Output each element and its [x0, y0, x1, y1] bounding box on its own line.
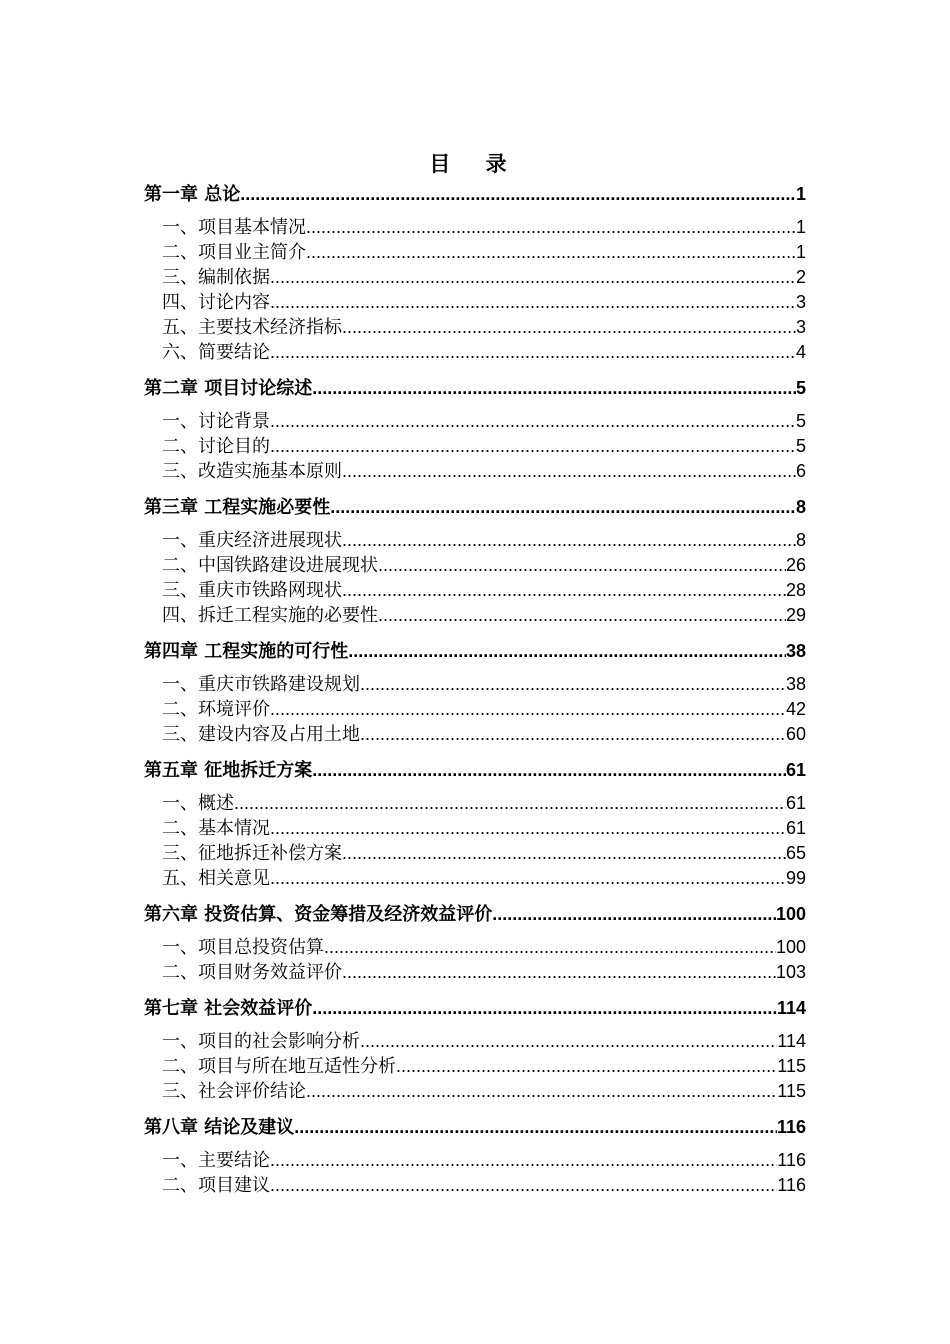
dot-leader [378, 553, 786, 578]
section-page-number: 65 [785, 843, 806, 863]
toc-section-entry[interactable] [144, 459, 806, 484]
dot-leader [270, 1173, 777, 1198]
dot-leader [342, 528, 796, 553]
section-page-number: 29 [785, 605, 806, 625]
dot-leader [240, 181, 796, 206]
section-page-number: 8 [795, 530, 806, 550]
toc-section-entry[interactable] [144, 1054, 806, 1079]
dot-leader [360, 722, 786, 747]
dot-leader [312, 757, 786, 782]
table-of-contents [144, 181, 806, 1208]
section-page-number: 100 [775, 937, 806, 957]
toc-section-entry[interactable] [144, 1148, 806, 1173]
toc-chapter-entry[interactable] [144, 375, 806, 409]
section-group [144, 215, 806, 365]
dot-leader [312, 375, 796, 400]
section-label: 四、讨论内容 [162, 292, 270, 313]
dot-leader [492, 901, 776, 926]
toc-chapter-entry[interactable] [144, 1114, 806, 1148]
chapter-page-number: 38 [785, 641, 806, 661]
toc-section-entry[interactable] [144, 960, 806, 985]
dot-leader [270, 265, 796, 290]
section-label: 二、基本情况 [162, 818, 270, 839]
toc-section-entry[interactable] [144, 672, 806, 697]
section-label: 一、重庆经济进展现状 [162, 530, 342, 551]
dot-leader [378, 603, 786, 628]
section-page-number: 42 [785, 699, 806, 719]
dot-leader [270, 340, 796, 365]
section-label: 一、重庆市铁路建设规划 [162, 674, 360, 695]
section-page-number: 99 [785, 868, 806, 888]
chapter-label: 第一章 总论 [144, 184, 241, 205]
section-label: 五、主要技术经济指标 [162, 317, 342, 338]
dot-leader [312, 995, 777, 1020]
dot-leader [306, 240, 796, 265]
toc-section-entry[interactable] [144, 1079, 806, 1104]
section-label: 六、简要结论 [162, 342, 270, 363]
dot-leader [270, 866, 786, 891]
dot-leader [270, 409, 796, 434]
section-group [144, 791, 806, 891]
toc-chapter-entry[interactable] [144, 995, 806, 1029]
chapter-label: 第三章 工程实施必要性 [144, 497, 331, 518]
section-page-number: 38 [785, 674, 806, 694]
toc-section-entry[interactable] [144, 265, 806, 290]
chapter-label: 第四章 工程实施的可行性 [144, 641, 349, 662]
section-label: 四、拆迁工程实施的必要性 [162, 605, 378, 626]
dot-leader [396, 1054, 777, 1079]
section-label: 一、讨论背景 [162, 411, 270, 432]
section-label: 一、项目的社会影响分析 [162, 1031, 360, 1052]
toc-section-entry[interactable] [144, 409, 806, 434]
dot-leader [270, 290, 796, 315]
section-group [144, 1029, 806, 1104]
section-group [144, 935, 806, 985]
toc-chapter-entry[interactable] [144, 638, 806, 672]
section-page-number: 115 [777, 1081, 806, 1101]
chapter-label: 第六章 投资估算、资金筹措及经济效益评价 [144, 904, 493, 925]
toc-chapter-entry[interactable] [144, 757, 806, 791]
section-page-number: 28 [785, 580, 806, 600]
toc-section-entry[interactable] [144, 1173, 806, 1198]
dot-leader [360, 1029, 777, 1054]
section-page-number: 61 [785, 793, 806, 813]
chapter-label: 第八章 结论及建议 [144, 1117, 295, 1138]
section-page-number: 114 [777, 1031, 806, 1051]
section-label: 三、改造实施基本原则 [162, 461, 342, 482]
dot-leader [294, 1114, 777, 1139]
section-page-number: 61 [785, 818, 806, 838]
toc-section-entry[interactable] [144, 578, 806, 603]
toc-section-entry[interactable] [144, 866, 806, 891]
toc-section-entry[interactable] [144, 434, 806, 459]
dot-leader [342, 960, 776, 985]
section-page-number: 3 [795, 292, 806, 312]
dot-leader [342, 459, 796, 484]
toc-chapter-entry[interactable] [144, 494, 806, 528]
section-label: 一、项目总投资估算 [162, 937, 324, 958]
section-group [144, 1148, 806, 1198]
toc-chapter-entry[interactable] [144, 901, 806, 935]
section-label: 三、征地拆迁补偿方案 [162, 843, 342, 864]
section-page-number: 116 [777, 1150, 806, 1170]
chapter-label: 第二章 项目讨论综述 [144, 378, 313, 399]
chapter-page-number: 61 [785, 760, 806, 780]
toc-section-entry[interactable] [144, 816, 806, 841]
section-label: 一、主要结论 [162, 1150, 270, 1171]
section-page-number: 1 [795, 217, 806, 237]
section-page-number: 3 [795, 317, 806, 337]
dot-leader [330, 494, 796, 519]
toc-title: 目 录 [429, 151, 521, 176]
section-page-number: 6 [795, 461, 806, 481]
section-group [144, 409, 806, 484]
section-page-number: 5 [795, 436, 806, 456]
section-label: 三、编制依据 [162, 267, 270, 288]
section-page-number: 5 [795, 411, 806, 431]
dot-leader [270, 816, 786, 841]
toc-section-entry[interactable] [144, 240, 806, 265]
toc-section-entry[interactable] [144, 935, 806, 960]
section-group [144, 528, 806, 628]
section-label: 二、项目与所在地互适性分析 [162, 1056, 396, 1077]
section-page-number: 115 [777, 1056, 806, 1076]
section-page-number: 103 [775, 962, 806, 982]
section-page-number: 116 [777, 1175, 806, 1195]
toc-section-entry[interactable] [144, 791, 806, 816]
toc-section-entry[interactable] [144, 553, 806, 578]
section-page-number: 1 [795, 242, 806, 262]
dot-leader [342, 315, 796, 340]
section-label: 二、项目财务效益评价 [162, 962, 342, 983]
dot-leader [360, 672, 786, 697]
section-label: 二、项目业主简介 [162, 242, 306, 263]
section-label: 三、建设内容及占用土地 [162, 724, 360, 745]
section-page-number: 4 [795, 342, 806, 362]
section-page-number: 2 [795, 267, 806, 287]
dot-leader [342, 841, 786, 866]
dot-leader [270, 434, 796, 459]
toc-section-entry[interactable] [144, 315, 806, 340]
dot-leader [348, 638, 786, 663]
section-page-number: 60 [785, 724, 806, 744]
dot-leader [306, 215, 796, 240]
section-label: 二、项目建议 [162, 1175, 270, 1196]
toc-section-entry[interactable] [144, 340, 806, 365]
section-group [144, 672, 806, 747]
dot-leader [270, 1148, 777, 1173]
toc-chapter-entry[interactable] [144, 181, 806, 215]
chapter-page-number: 116 [776, 1117, 806, 1137]
dot-leader [324, 935, 776, 960]
section-label: 二、讨论目的 [162, 436, 270, 457]
dot-leader [342, 578, 786, 603]
section-label: 三、重庆市铁路网现状 [162, 580, 342, 601]
section-label: 三、社会评价结论 [162, 1081, 306, 1102]
section-label: 一、项目基本情况 [162, 217, 306, 238]
toc-section-entry[interactable] [144, 841, 806, 866]
dot-leader [234, 791, 786, 816]
chapter-page-number: 8 [795, 497, 806, 517]
chapter-label: 第五章 征地拆迁方案 [144, 760, 313, 781]
section-label: 二、环境评价 [162, 699, 270, 720]
toc-section-entry[interactable] [144, 722, 806, 747]
toc-section-entry[interactable] [144, 1029, 806, 1054]
toc-section-entry[interactable] [144, 215, 806, 240]
toc-section-entry[interactable] [144, 603, 806, 628]
section-label: 二、中国铁路建设进展现状 [162, 555, 378, 576]
chapter-page-number: 114 [776, 998, 806, 1018]
section-label: 一、概述 [162, 793, 234, 814]
chapter-page-number: 100 [775, 904, 806, 924]
dot-leader [270, 697, 786, 722]
dot-leader [306, 1079, 777, 1104]
toc-section-entry[interactable] [144, 290, 806, 315]
chapter-label: 第七章 社会效益评价 [144, 998, 313, 1019]
chapter-page-number: 1 [795, 184, 806, 204]
toc-section-entry[interactable] [144, 528, 806, 553]
chapter-page-number: 5 [795, 378, 806, 398]
section-label: 五、相关意见 [162, 868, 270, 889]
section-page-number: 26 [785, 555, 806, 575]
toc-section-entry[interactable] [144, 697, 806, 722]
